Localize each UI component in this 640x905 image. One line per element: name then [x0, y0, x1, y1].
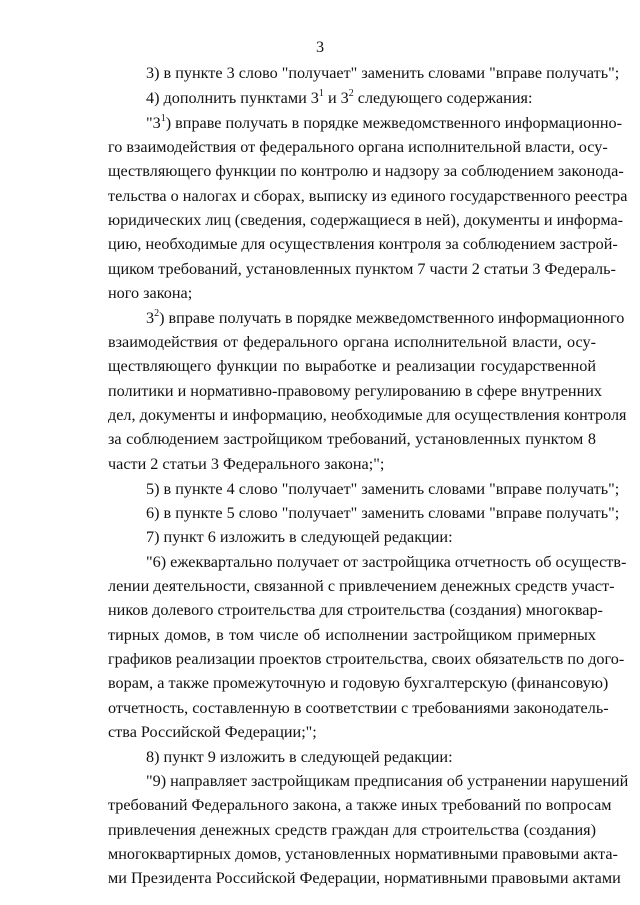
point-3-1-line: щиком требований, установленных пунктом 7 части 2 статьи 3 Федераль-: [108, 260, 616, 278]
point-3-1-line: юридических лиц (сведения, содержащиеся в ней), документы и информа-: [108, 211, 624, 229]
point-3-1-line: ного закона;: [108, 284, 193, 302]
item-7: 7) пункт 6 изложить в следующей редакции:: [146, 528, 453, 546]
point-3-1-line: цию, необходимые для осуществления контроля за соблюдением застрой-: [108, 235, 618, 253]
item-5: 5) в пункте 4 слово "получает" заменить словами "вправе получать";: [146, 480, 620, 498]
item-8: 8) пункт 9 изложить в следующей редакции:: [146, 748, 453, 766]
point-6-line: графиков реализации проектов строительства, своих обязательств по дого-: [108, 650, 625, 668]
point-9-line: требований Федерального закона, а также иных требований по вопросам: [108, 796, 612, 814]
page-number: 3: [315, 38, 325, 56]
point-3-1-line: тельства о налогах и сборах, выписку из единого государственного реестра: [108, 187, 628, 205]
point-6-line: лении деятельности, связанной с привлечением денежных средств участ-: [108, 577, 615, 595]
point-6-line: отчетность, составленную в соответствии с требованиями законодатель-: [108, 699, 609, 717]
point-6-line: ства Российской Федерации;";: [108, 723, 317, 741]
point-9-line: привлечения денежных средств граждан для строительства (создания): [108, 821, 596, 839]
point-3-2-line: взаимодействия от федерального органа исполнительной власти, осу-: [108, 333, 596, 351]
point-3-1-line: ществляющего функции по контролю и надзору за соблюдением законода-: [108, 162, 624, 180]
point-6-line: "6) ежеквартально получает от застройщика отчетность об осуществ-: [146, 553, 627, 571]
point-3-2-line: части 2 статьи 3 Федерального закона;";: [108, 455, 385, 473]
point-3-2-line: политики и нормативно-правовому регулированию в сфере внутренних: [108, 382, 603, 400]
item-6: 6) в пункте 5 слово "получает" заменить словами "вправе получать";: [146, 504, 620, 522]
point-6-line: ворам, а также промежуточную и годовую бухгалтерскую (финансовую): [108, 674, 609, 692]
point-3-2-line: дел, документы и информацию, необходимые для осуществления контроля: [108, 406, 627, 424]
point-3-2-line: ществляющего функции по выработке и реализации государственной: [108, 357, 596, 375]
item-4: 4) дополнить пунктами $3^1$ и $3^2$ следующего содержания:: [146, 87, 533, 107]
point-6-line: ников долевого строительства для строительства (создания) многоквар-: [108, 601, 603, 619]
point-6-line: тирных домов, в том числе об исполнении застройщиком примерных: [108, 626, 596, 644]
point-9-line: "9) направляет застройщикам предписания об устранении нарушений: [146, 772, 629, 790]
point-3-2-line: за соблюдением застройщиком требований, установленных пунктом 8: [108, 430, 596, 448]
item-3: 3) в пункте 3 слово "получает" заменить словами "вправе получать";: [146, 64, 620, 82]
point-3-2-line: $3^2$) вправе получать в порядке межведомственного информационного: [146, 307, 625, 327]
point-3-1-line: го взаимодействия от федерального органа исполнительной власти, осу-: [108, 138, 608, 156]
point-9-line: ми Президента Российской Федерации, нормативными правовыми актами: [108, 869, 621, 887]
point-9-line: многоквартирных домов, установленных нормативными правовыми акта-: [108, 845, 618, 863]
point-3-1-line: "$3^1$) вправе получать в порядке межведомственного информационно-: [146, 112, 623, 132]
